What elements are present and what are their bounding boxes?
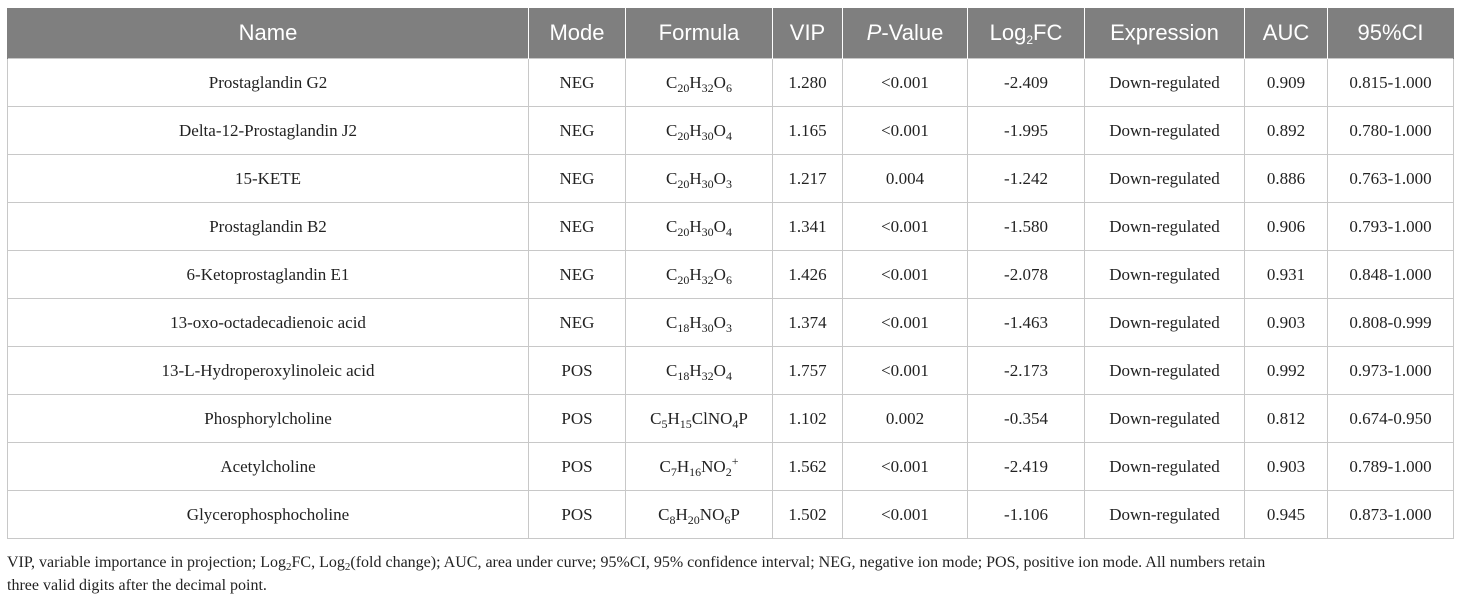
footnote-sub-2: 2: [344, 561, 351, 573]
formula-part: O: [713, 168, 726, 188]
formula-part: 6: [725, 272, 732, 287]
cell-log2fc: -1.995: [968, 107, 1085, 155]
formula-part: 2: [725, 464, 732, 479]
header-pvalue-rest: -Value: [881, 20, 944, 45]
cell-p: <0.001: [843, 251, 968, 299]
formula-part: O: [713, 120, 726, 140]
cell-ci: 0.674-0.950: [1328, 395, 1454, 443]
cell-mode: NEG: [529, 203, 626, 251]
cell-p: <0.001: [843, 203, 968, 251]
formula-part: H: [689, 312, 702, 332]
formula-part: C: [650, 408, 662, 428]
formula-part: 18: [677, 368, 690, 383]
formula-part: O: [713, 216, 726, 236]
footnote-line-2: three valid digits after the decimal point.: [7, 577, 267, 594]
header-ci: 95%CI: [1328, 8, 1454, 59]
cell-ci: 0.793-1.000: [1328, 203, 1454, 251]
formula-part: C: [666, 312, 678, 332]
footnote-text-a: VIP, variable importance in projection; Log: [7, 554, 287, 571]
cell-auc: 0.906: [1245, 203, 1328, 251]
cell-vip: 1.165: [773, 107, 843, 155]
footnote-line-1: [7, 551, 1453, 574]
formula-part: 5: [661, 416, 668, 431]
cell-formula: [626, 395, 773, 443]
cell-ci: 0.763-1.000: [1328, 155, 1454, 203]
formula-part: 8: [669, 512, 676, 527]
cell-vip: 1.374: [773, 299, 843, 347]
cell-ci: 0.973-1.000: [1328, 347, 1454, 395]
header-log2fc-sub: 2: [1026, 33, 1034, 47]
formula-part: 15: [679, 416, 692, 431]
cell-auc: 0.931: [1245, 251, 1328, 299]
cell-ci: 0.808-0.999: [1328, 299, 1454, 347]
cell-name: Delta-12-Prostaglandin J2: [8, 107, 529, 155]
table-row: [8, 203, 1454, 251]
header-pvalue: [843, 8, 968, 59]
formula-part: 20: [677, 272, 690, 287]
formula-part: 7: [670, 464, 677, 479]
formula-part: 30: [701, 224, 714, 239]
cell-expression: Down-regulated: [1085, 59, 1245, 107]
cell-p: <0.001: [843, 299, 968, 347]
formula-part: 4: [732, 416, 739, 431]
formula-part: H: [689, 72, 702, 92]
cell-formula: [626, 251, 773, 299]
header-log2fc-pre: Log: [989, 20, 1027, 45]
formula-part: 18: [677, 320, 690, 335]
formula-part: 3: [725, 176, 732, 191]
cell-formula: [626, 203, 773, 251]
formula-part: 4: [725, 224, 732, 239]
table-row: [8, 443, 1454, 491]
cell-formula: [626, 299, 773, 347]
cell-p: 0.002: [843, 395, 968, 443]
cell-vip: 1.426: [773, 251, 843, 299]
cell-name: Glycerophosphocholine: [8, 491, 529, 539]
cell-name: 15-KETE: [8, 155, 529, 203]
header-row: [8, 8, 1454, 59]
formula-part: H: [675, 504, 688, 524]
cell-log2fc: -0.354: [968, 395, 1085, 443]
cell-vip: 1.280: [773, 59, 843, 107]
cell-log2fc: -1.242: [968, 155, 1085, 203]
formula-part: 4: [725, 368, 732, 383]
table-row: [8, 107, 1454, 155]
formula-part: H: [689, 360, 702, 380]
cell-mode: NEG: [529, 107, 626, 155]
cell-mode: NEG: [529, 251, 626, 299]
cell-auc: 0.903: [1245, 443, 1328, 491]
formula-part: C: [666, 264, 678, 284]
header-mode: Mode: [529, 8, 626, 59]
header-name: Name: [8, 8, 529, 59]
cell-log2fc: -2.173: [968, 347, 1085, 395]
cell-expression: Down-regulated: [1085, 107, 1245, 155]
cell-log2fc: -2.409: [968, 59, 1085, 107]
cell-mode: POS: [529, 443, 626, 491]
formula-part: H: [667, 408, 680, 428]
cell-ci: 0.848-1.000: [1328, 251, 1454, 299]
table-row: [8, 347, 1454, 395]
cell-auc: 0.812: [1245, 395, 1328, 443]
cell-mode: NEG: [529, 299, 626, 347]
formula-part: 4: [725, 128, 732, 143]
table-header: [8, 8, 1454, 59]
header-auc: AUC: [1245, 8, 1328, 59]
formula-part: H: [689, 264, 702, 284]
cell-name: Prostaglandin B2: [8, 203, 529, 251]
formula-part: H: [689, 168, 702, 188]
cell-auc: 0.903: [1245, 299, 1328, 347]
table-row: [8, 155, 1454, 203]
cell-formula: [626, 443, 773, 491]
cell-name: 13-oxo-octadecadienoic acid: [8, 299, 529, 347]
cell-ci: 0.873-1.000: [1328, 491, 1454, 539]
cell-auc: 0.909: [1245, 59, 1328, 107]
cell-vip: 1.217: [773, 155, 843, 203]
cell-log2fc: -1.463: [968, 299, 1085, 347]
formula-part: P: [730, 504, 740, 524]
formula-part: O: [713, 312, 726, 332]
cell-expression: Down-regulated: [1085, 155, 1245, 203]
cell-p: <0.001: [843, 59, 968, 107]
formula-part: 30: [701, 320, 714, 335]
formula-part: 20: [677, 80, 690, 95]
formula-part: 20: [677, 224, 690, 239]
formula-part: 30: [701, 176, 714, 191]
table-container: [7, 8, 1453, 539]
cell-ci: 0.780-1.000: [1328, 107, 1454, 155]
formula-part: C: [659, 456, 671, 476]
metabolite-table: [7, 8, 1454, 539]
cell-vip: 1.102: [773, 395, 843, 443]
table-row: [8, 251, 1454, 299]
formula-part: NO: [699, 504, 725, 524]
footnote-sub-1: 2: [286, 561, 292, 573]
formula-part: 6: [725, 80, 732, 95]
formula-part: 32: [701, 368, 714, 383]
cell-log2fc: -1.106: [968, 491, 1085, 539]
cell-auc: 0.886: [1245, 155, 1328, 203]
formula-part: 16: [689, 464, 702, 479]
formula-part: H: [689, 120, 702, 140]
cell-expression: Down-regulated: [1085, 203, 1245, 251]
cell-mode: POS: [529, 395, 626, 443]
table-row: [8, 299, 1454, 347]
cell-name: Acetylcholine: [8, 443, 529, 491]
table-body: [8, 59, 1454, 539]
formula-part: O: [713, 264, 726, 284]
formula-part: H: [689, 216, 702, 236]
cell-mode: POS: [529, 347, 626, 395]
cell-p: <0.001: [843, 491, 968, 539]
formula-part: C: [658, 504, 670, 524]
formula-part: 20: [677, 128, 690, 143]
cell-auc: 0.892: [1245, 107, 1328, 155]
formula-part: H: [676, 456, 690, 476]
cell-auc: 0.992: [1245, 347, 1328, 395]
cell-name: Phosphorylcholine: [8, 395, 529, 443]
formula-part: C: [666, 120, 678, 140]
table-row: [8, 59, 1454, 107]
header-log2fc-post: FC: [1033, 20, 1063, 45]
cell-auc: 0.945: [1245, 491, 1328, 539]
cell-ci: 0.789-1.000: [1328, 443, 1454, 491]
formula-part: C: [666, 216, 678, 236]
formula-part: C: [666, 168, 678, 188]
cell-name: Prostaglandin G2: [8, 59, 529, 107]
cell-vip: 1.341: [773, 203, 843, 251]
cell-p: <0.001: [843, 443, 968, 491]
cell-log2fc: -1.580: [968, 203, 1085, 251]
header-expression: Expression: [1085, 8, 1245, 59]
cell-vip: 1.502: [773, 491, 843, 539]
formula-part: C: [666, 72, 678, 92]
header-pvalue-italic: P: [866, 20, 882, 45]
cell-mode: NEG: [529, 59, 626, 107]
cell-expression: Down-regulated: [1085, 299, 1245, 347]
formula-part: NO: [701, 456, 726, 476]
table-row: [8, 395, 1454, 443]
cell-log2fc: -2.078: [968, 251, 1085, 299]
formula-part: 30: [701, 128, 714, 143]
formula-part: 20: [677, 176, 690, 191]
formula-part: O: [713, 72, 726, 92]
cell-formula: [626, 59, 773, 107]
footnote-text-c: FC, Log: [291, 554, 345, 571]
cell-expression: Down-regulated: [1085, 491, 1245, 539]
cell-expression: Down-regulated: [1085, 395, 1245, 443]
formula-part: 32: [701, 80, 714, 95]
cell-p: <0.001: [843, 107, 968, 155]
cell-name: 6-Ketoprostaglandin E1: [8, 251, 529, 299]
cell-vip: 1.562: [773, 443, 843, 491]
formula-part: +: [731, 453, 739, 468]
cell-formula: [626, 491, 773, 539]
cell-formula: [626, 155, 773, 203]
formula-part: C: [666, 360, 678, 380]
cell-expression: Down-regulated: [1085, 443, 1245, 491]
cell-name: 13-L-Hydroperoxylinoleic acid: [8, 347, 529, 395]
cell-p: <0.001: [843, 347, 968, 395]
table-footnote: [7, 551, 1453, 597]
formula-part: 20: [687, 512, 700, 527]
cell-mode: NEG: [529, 155, 626, 203]
formula-part: ClNO: [691, 408, 733, 428]
footnote-text-e: (fold change); AUC, area under curve; 95%CI, 95% confidence interval; NEG, negative ion mode; POS, positive ion mode. All numbers retain: [350, 554, 1266, 571]
cell-vip: 1.757: [773, 347, 843, 395]
header-vip: VIP: [773, 8, 843, 59]
formula-part: P: [738, 408, 748, 428]
table-row: [8, 491, 1454, 539]
cell-ci: 0.815-1.000: [1328, 59, 1454, 107]
cell-log2fc: -2.419: [968, 443, 1085, 491]
cell-p: 0.004: [843, 155, 968, 203]
cell-formula: [626, 347, 773, 395]
formula-part: 32: [701, 272, 714, 287]
header-log2fc: [968, 8, 1085, 59]
formula-part: 6: [724, 512, 731, 527]
cell-expression: Down-regulated: [1085, 347, 1245, 395]
cell-formula: [626, 107, 773, 155]
header-formula: Formula: [626, 8, 773, 59]
cell-mode: POS: [529, 491, 626, 539]
cell-expression: Down-regulated: [1085, 251, 1245, 299]
formula-part: 3: [725, 320, 732, 335]
formula-part: O: [713, 360, 726, 380]
